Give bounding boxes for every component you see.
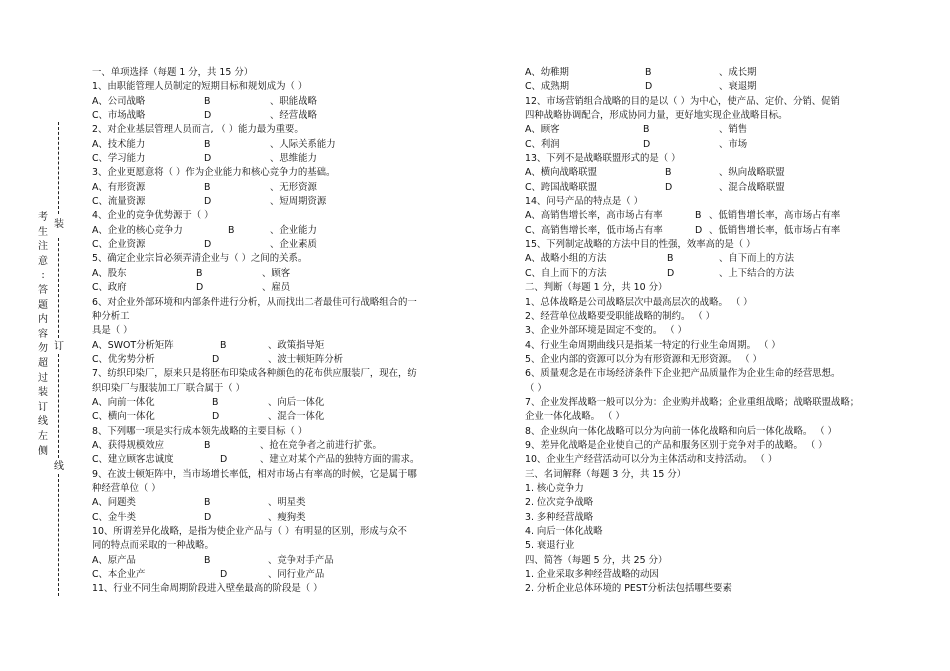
judgement-6-line-1: 6、质量观念是在市场经济条件下企业把产品质量作为企业生命的经营思想。: [525, 368, 841, 380]
question-7-options-cd: C、横向一体化 D 、混合一体化: [92, 411, 325, 423]
question-8: 8、下列哪一项是实行成本领先战略的主要目标（ ）: [92, 425, 308, 437]
binding-dashed-line-top: [58, 122, 59, 214]
question-1-options-cd: C、市场战略 D 、经营战略: [92, 110, 317, 122]
judgement-1: 1、总体战略是公司战略层次中最高层次的战略。 （ ）: [525, 296, 753, 308]
question-12-line-2: 四种战略协调配合，形成协同力量，更好地实现企业战略目标。: [525, 110, 788, 122]
question-14: 14、问号产品的特点是（ ）: [525, 196, 644, 208]
question-12-options-cd: C、利润 D 、市场: [525, 138, 748, 150]
term-5: 5. 衰退行业: [525, 540, 575, 552]
question-11-options-cd: C、成熟期 D 、衰退期: [525, 81, 757, 93]
question-5-options-cd: C、政府 D 、雇员: [92, 282, 291, 294]
question-10-line-2: 同的特点而采取的一种战略。: [92, 540, 214, 552]
question-5: 5、确定企业宗旨必须弄清企业与（ ）之间的关系。: [92, 253, 308, 265]
section-title-term-explanation: 三、名词解释（每题 3 分，共 15 分）: [525, 468, 687, 480]
question-7-options-ab: A、向前一体化 B 、向后一体化: [92, 396, 325, 408]
question-9-options-cd: C、金牛类 D 、瘦狗类: [92, 511, 306, 523]
judgement-7-line-2: 企业一体化战略。 （ ）: [525, 411, 625, 423]
judgement-3: 3、企业外部环境是固定不变的。 （ ）: [525, 325, 687, 337]
question-6-line-3: 具是（ ）: [92, 325, 133, 337]
binding-label-zhuang: 装: [54, 219, 64, 230]
short-answer-1: 1. 企业采取多种经营战略的动因: [525, 569, 659, 581]
question-8-options-ab: A、获得规模效应 B 、抢在竞争者之前进行扩张。: [92, 439, 382, 451]
term-2: 2. 位次竞争战略: [525, 497, 594, 509]
term-3: 3. 多种经营战略: [525, 511, 594, 523]
question-4: 4、企业的竞争优势源于（ ）: [92, 210, 214, 222]
judgement-2: 2、经营单位战略要受职能战略的制约。 （ ）: [525, 310, 716, 322]
question-10-options-cd: C、本企业产 D 、同行业产品: [92, 569, 325, 581]
question-3-options-cd: C、流量资源 D 、短周期资源: [92, 196, 327, 208]
question-10-options-ab: A、原产品 B 、竞争对手产品: [92, 554, 334, 566]
question-3-options-ab: A、有形资源 B 、无形资源: [92, 181, 317, 193]
binding-label-ding: 订: [54, 341, 64, 352]
question-13: 13、下列不是战略联盟形式的是（ ）: [525, 153, 681, 165]
question-12-options-ab: A、顾客 B 、销售: [525, 124, 748, 136]
judgement-8: 8、企业纵向一体化战略可以分为向前一体化战略和向后一体化战略。 （ ）: [525, 425, 837, 437]
judgement-4: 4、行业生命周期曲线只是指某一特定的行业生命周期。 （ ）: [525, 339, 781, 351]
question-9-options-ab: A、问题类 B 、明星类: [92, 497, 306, 509]
question-2-options-ab: A、技术能力 B 、人际关系能力: [92, 138, 336, 150]
question-13-options-cd: C、跨国战略联盟 D 、混合战略联盟: [525, 181, 785, 193]
question-9-line-2: 种经营单位（ ）: [92, 482, 161, 494]
section-title-single-choice: 一、单项选择（每题 1 分，共 15 分）: [92, 67, 254, 78]
right-column: [525, 66, 905, 597]
question-9-line-1: 9、在波士顿矩阵中，当市场增长率低，相对市场占有率高的时候，它是属于哪: [92, 468, 417, 480]
question-7-line-1: 7、纺织印染厂，原来只是将胚布印染成各种颜色的花布供应服装厂，现在，纺: [92, 368, 417, 380]
question-11-options-ab: A、幼稚期 B 、成长期: [525, 67, 757, 78]
question-11: 11、行业不同生命周期阶段进入壁垒最高的阶段是（ ）: [92, 583, 323, 595]
question-13-options-ab: A、横向战略联盟 B 、纵向战略联盟: [525, 167, 785, 179]
question-6-options-ab: A、SWOT分析矩阵 B 、政策指导矩: [92, 339, 325, 351]
question-5-options-ab: A、股东 B 、顾客: [92, 267, 291, 279]
binding-label-xian: 线: [54, 461, 64, 472]
question-10-line-1: 10、所谓差异化战略，是指为使企业产品与（ ）有明显的区别，形成与众不: [92, 526, 407, 537]
question-1: 1、由职能管理人员制定的短期目标和规划成为（ ）: [92, 81, 308, 93]
question-2: 2、对企业基层管理人员而言, （ ）能力最为重要。: [92, 124, 304, 136]
question-4-options-ab: A、企业的核心竞争力 B 、企业能力: [92, 224, 317, 236]
question-8-options-cd: C、建立顾客忠诚度 D 、建立对某个产品的独特方面的需求。: [92, 454, 420, 466]
binding-dashed-line-bottom: [58, 474, 59, 596]
binding-dashed-line-middle: [58, 238, 59, 338]
term-1: 1. 核心竞争力: [525, 482, 584, 494]
question-14-options-cd: C、高销售增长率，低市场占有率 D 、低销售增长率，低市场占有率: [525, 224, 841, 236]
question-15-options-ab: A、战略小组的方法 B 、自下而上的方法: [525, 253, 795, 265]
short-answer-2: 2. 分析企业总体环境的 PEST分析法包括哪些要素: [525, 583, 732, 595]
question-1-options-ab: A、公司战略 B 、职能战略: [92, 95, 317, 107]
left-column: [92, 66, 480, 597]
question-14-options-ab: A、高销售增长率，高市场占有率 B 、低销售增长率，高市场占有率: [525, 210, 841, 222]
question-2-options-cd: C、学习能力 D 、思维能力: [92, 153, 317, 165]
judgement-6-line-2: （ ）: [525, 382, 547, 394]
question-6-line-1: 6、对企业外部环境和内部条件进行分析，从而找出二者最佳可行战略组合的一: [92, 296, 417, 308]
question-6-line-2: 种分析工: [92, 310, 130, 322]
binding-dashed-line-lower: [58, 354, 59, 458]
question-4-options-cd: C、企业资源 D 、企业素质: [92, 239, 317, 251]
candate-notice-vertical: 考 生 注 意 : 答 题 内 容 勿 超 过 装 订 线 左 侧: [38, 212, 48, 457]
judgement-5: 5、企业内部的资源可以分为有形资源和无形资源。 （ ）: [525, 353, 762, 365]
judgement-9: 9、差异化战略是企业使自己的产品和服务区别于竞争对手的战略。 （ ）: [525, 439, 828, 451]
question-7-line-2: 织印染厂与服装加工厂联合属于（ ）: [92, 382, 245, 394]
judgement-10: 10、企业生产经营活动可以分为主体活动和支持活动。 （ ）: [525, 454, 778, 466]
question-3: 3、企业更愿意将（ ）作为企业能力和核心竞争力的基础。: [92, 167, 336, 179]
section-title-short-answer: 四、简答（每题 5 分，共 25 分）: [525, 554, 668, 566]
question-15-options-cd: C、自上而下的方法 D 、上下结合的方法: [525, 267, 795, 279]
question-6-options-cd: C、优劣势分析 D 、波士顿矩阵分析: [92, 353, 344, 365]
term-4: 4. 向后一体化战略: [525, 526, 603, 537]
section-title-true-false: 二、判断（每题 1 分，共 10 分）: [525, 282, 668, 294]
judgement-7-line-1: 7、企业发挥战略一般可以分为：企业购并战略；企业重组战略；战略联盟战略；: [525, 396, 860, 408]
question-12-line-1: 12、市场营销组合战略的目的是以（ ）为中心，使产品、定价、分销、促销: [525, 95, 840, 107]
question-15: 15、下列制定战略的方法中目的性强，效率高的是（ ）: [525, 239, 756, 251]
